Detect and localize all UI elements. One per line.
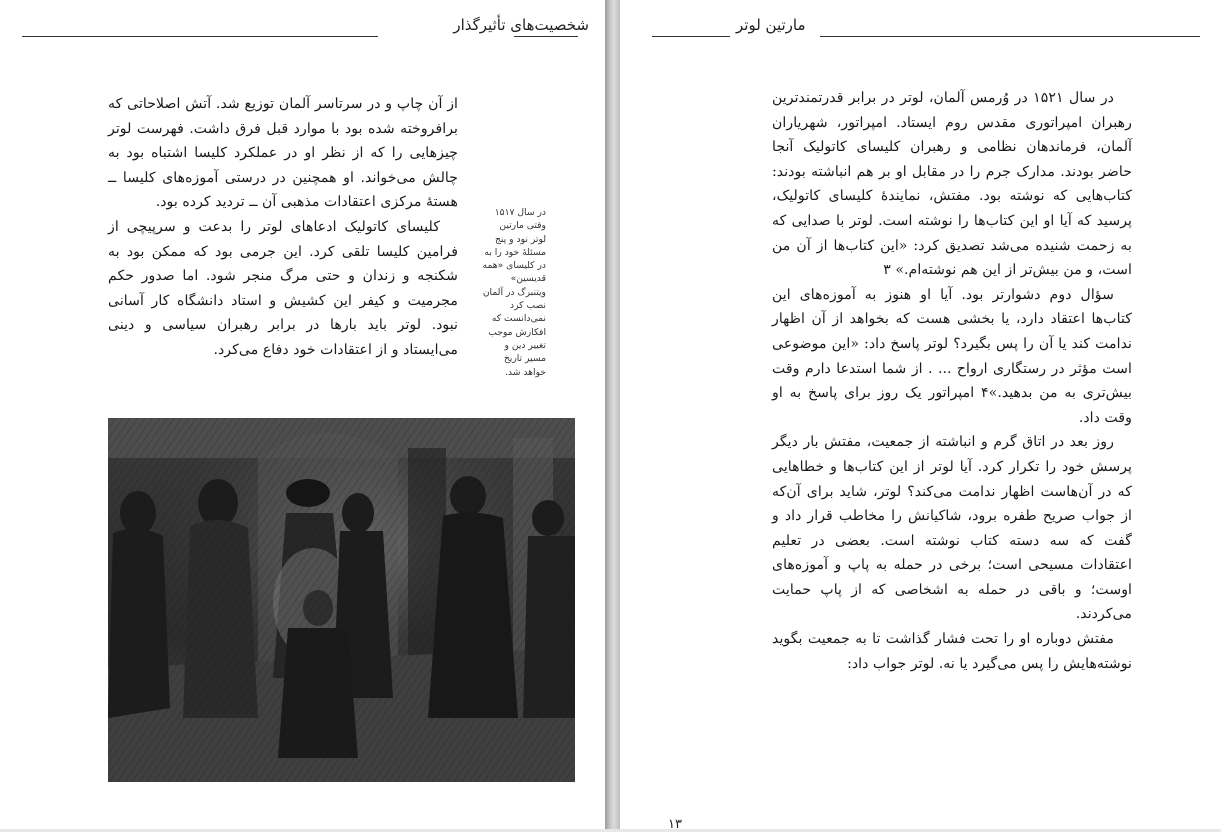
header-rule-right [820,36,1200,37]
book-gutter [605,0,620,829]
paragraph: روز بعد در اتاق گرم و انباشته از جمعیت، مفتش بار دیگر پرسش خود را تکرار کرد. آیا لوتر از این کتاب‌ها و خطاهایی که در آن‌هاست اظهار ندامت می‌کند؟ لوتر، شاید برای آن‌که از جواب صریح طفره برود، شاکیانش را مخاطب قرار داد و گفت که سه دسته کتاب نوشته است. بعضی در تعلیم اعتقادات مسیحی است؛ برخی در حمله به پاپ و آموزه‌های اوست؛ و باقی در حمله به اشخاصی که از پاپ حمایت می‌کردند. [772,434,1132,623]
header-rule-left-tail [514,36,578,37]
right-page [620,0,1221,829]
running-header-right: مارتین لوتر [736,16,806,34]
paragraph: مفتش دوباره او را تحت فشار گذاشت تا به جمعیت بگوید نوشته‌هایش را پس می‌گیرد یا نه. لوتر جواب داد: [772,631,1132,672]
running-header-left: شخصیت‌های تأثیرگذار [453,16,589,34]
header-rule-left [22,36,378,37]
header-rule-right-lead [652,36,730,37]
engraving-image [108,418,575,782]
left-body-text [108,92,458,363]
right-body-text [772,86,1132,676]
page-number: ۱۳ [668,817,682,832]
paragraph: کلیسای کاتولیک ادعاهای لوتر را بدعت و سرپیچی از فرامین کلیسا تلقی کرد. این جرمی بود که ممکن بود به شکنجه و زندان و حتی مرگ منجر شود. اما صدور حکم مجرمیت و کیفر این کشیش و استاد دانشگاه کار آسانی نبود. لوتر باید بارها در برابر رهبران سیاسی و دینی می‌ایستاد و از اعتقادات خود دفاع می‌کرد. [108,218,458,358]
paragraph: سؤال دوم دشوارتر بود. آیا او هنوز به آموزه‌های این کتاب‌ها اعتقاد دارد، یا بخشی هست که بخواهد از آن اظهار ندامت کند یا آن را پس بگیرد؟ لوتر پاسخ داد: «این موضوعی است مؤثر در رستگاری ارواح ... . از شما استدعا دارم وقت بیش‌تری به من بدهید.»۴ امپراتور یک روز برای پاسخ به او وقت داد. [772,286,1132,426]
left-page [0,0,605,829]
paragraph: در سال ۱۵۲۱ در وُرمس آلمان، لوتر در برابر قدرتمندترین رهبران امپراتوری مقدس روم ایستاد. امپراتور، شهریاران آلمان، فرماندهان نظامی و رهبران کلیسای کاتولیک آنجا حاضر بودند. مدارک جرم را در مقابل او بر هم انباشته بودند: کتاب‌هایی که نوشته بود. مفتش، نمایندهٔ کلیسای کاتولیک، پرسید که آیا او این کتاب‌ها را نوشته است. لوتر با صدایی که به زحمت شنیده می‌شد تصدیق کرد: «این کتاب‌ها از آن من است، و من بیش‌تر از این هم نوشته‌ام.» ۳ [772,90,1132,279]
historical-engraving-illustration [108,418,575,782]
margin-note: در سال ۱۵۱۷ وقتی مارتین لوتر نود و پنج مسئلهٔ خود را به در کلیسای «همه قدیسین» ویتنبرگ در آلمان نصب کرد نمی‌دانست که افکارش موجب تغییر دین و مسیر تاریخ خواهد شد. [482,207,546,378]
paragraph: از آن چاپ و در سرتاسر آلمان توزیع شد. آتش اصلاحاتی که برافروخته شده بود با موارد قبل فرق داشت. فهرست لوتر چیزهایی را که از نظر او در عملکرد کلیسا اشتباه بود به چالش می‌خواند. او همچنین در درستی آموزه‌های کلیسا ــ هستهٔ مرکزی اعتقادات مذهبی آن ــ تردید کرده بود. [108,96,458,211]
